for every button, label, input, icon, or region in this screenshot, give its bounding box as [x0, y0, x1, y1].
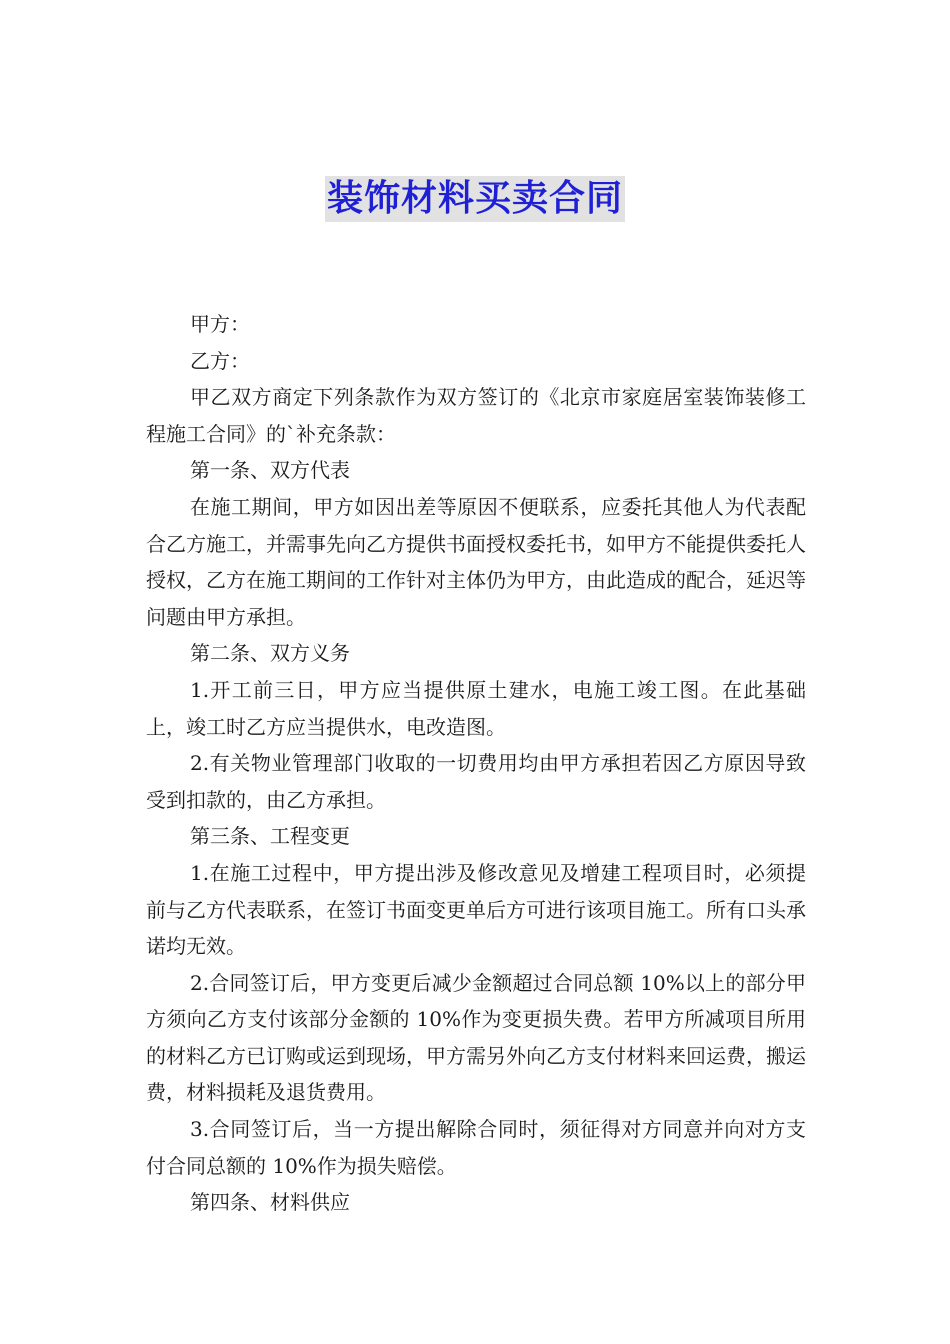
article-2-heading: 第二条、双方义务 — [190, 641, 350, 666]
preamble-paragraph: 甲乙双方商定下列条款作为双方签订的《北京市家庭居室装饰装修工程施工合同》的`补充条款： — [146, 385, 806, 446]
document-title: 装饰材料买卖合同 — [325, 176, 625, 222]
party-a-line: 甲方： — [190, 312, 250, 336]
article-2-item-1: 1.开工前三日，甲方应当提供原土建水，电施工竣工图。在此基础上，竣工时乙方应当提供水，电改造图。 — [146, 677, 806, 739]
party-b-line: 乙方： — [190, 348, 250, 373]
article-3-item-1: 1.在施工过程中，甲方提出涉及修改意见及增建工程项目时，必须提前与乙方代表联系，在签订书面变更单后方可进行该项目施工。所有口头承诺均无效。 — [146, 860, 806, 959]
article-3-item-2: 2.合同签订后，甲方变更后减少金额超过合同总额 10%以上的部分甲方须向乙方支付该部分金额的 10%作为变更损失费。若甲方所减项目所用的材料乙方已订购或运到现场，甲方需另外向乙方支付材料来回运费，搬运费，材料损耗及退货费用。 — [146, 970, 806, 1105]
article-3-heading: 第三条、工程变更 — [190, 824, 350, 849]
article-2-item-2: 2.有关物业管理部门收取的一切费用均由甲方承担若因乙方原因导致受到扣款的，由乙方承担。 — [146, 751, 806, 812]
article-1-heading: 第一条、双方代表 — [190, 458, 350, 483]
document-body — [146, 306, 806, 1221]
article-1-paragraph: 在施工期间，甲方如因出差等原因不便联系，应委托其他人为代表配合乙方施工，并需事先向乙方提供书面授权委托书，如甲方不能提供委托人授权，乙方在施工期间的工作针对主体仍为甲方，由此造成的配合，延迟等问题由甲方承担。 — [146, 494, 806, 629]
title-container — [0, 176, 950, 222]
article-3-item-3: 3.合同签订后，当一方提出解除合同时，须征得对方同意并向对方支付合同总额的 10%作为损失赔偿。 — [146, 1117, 806, 1178]
article-4-heading: 第四条、材料供应 — [190, 1190, 350, 1215]
